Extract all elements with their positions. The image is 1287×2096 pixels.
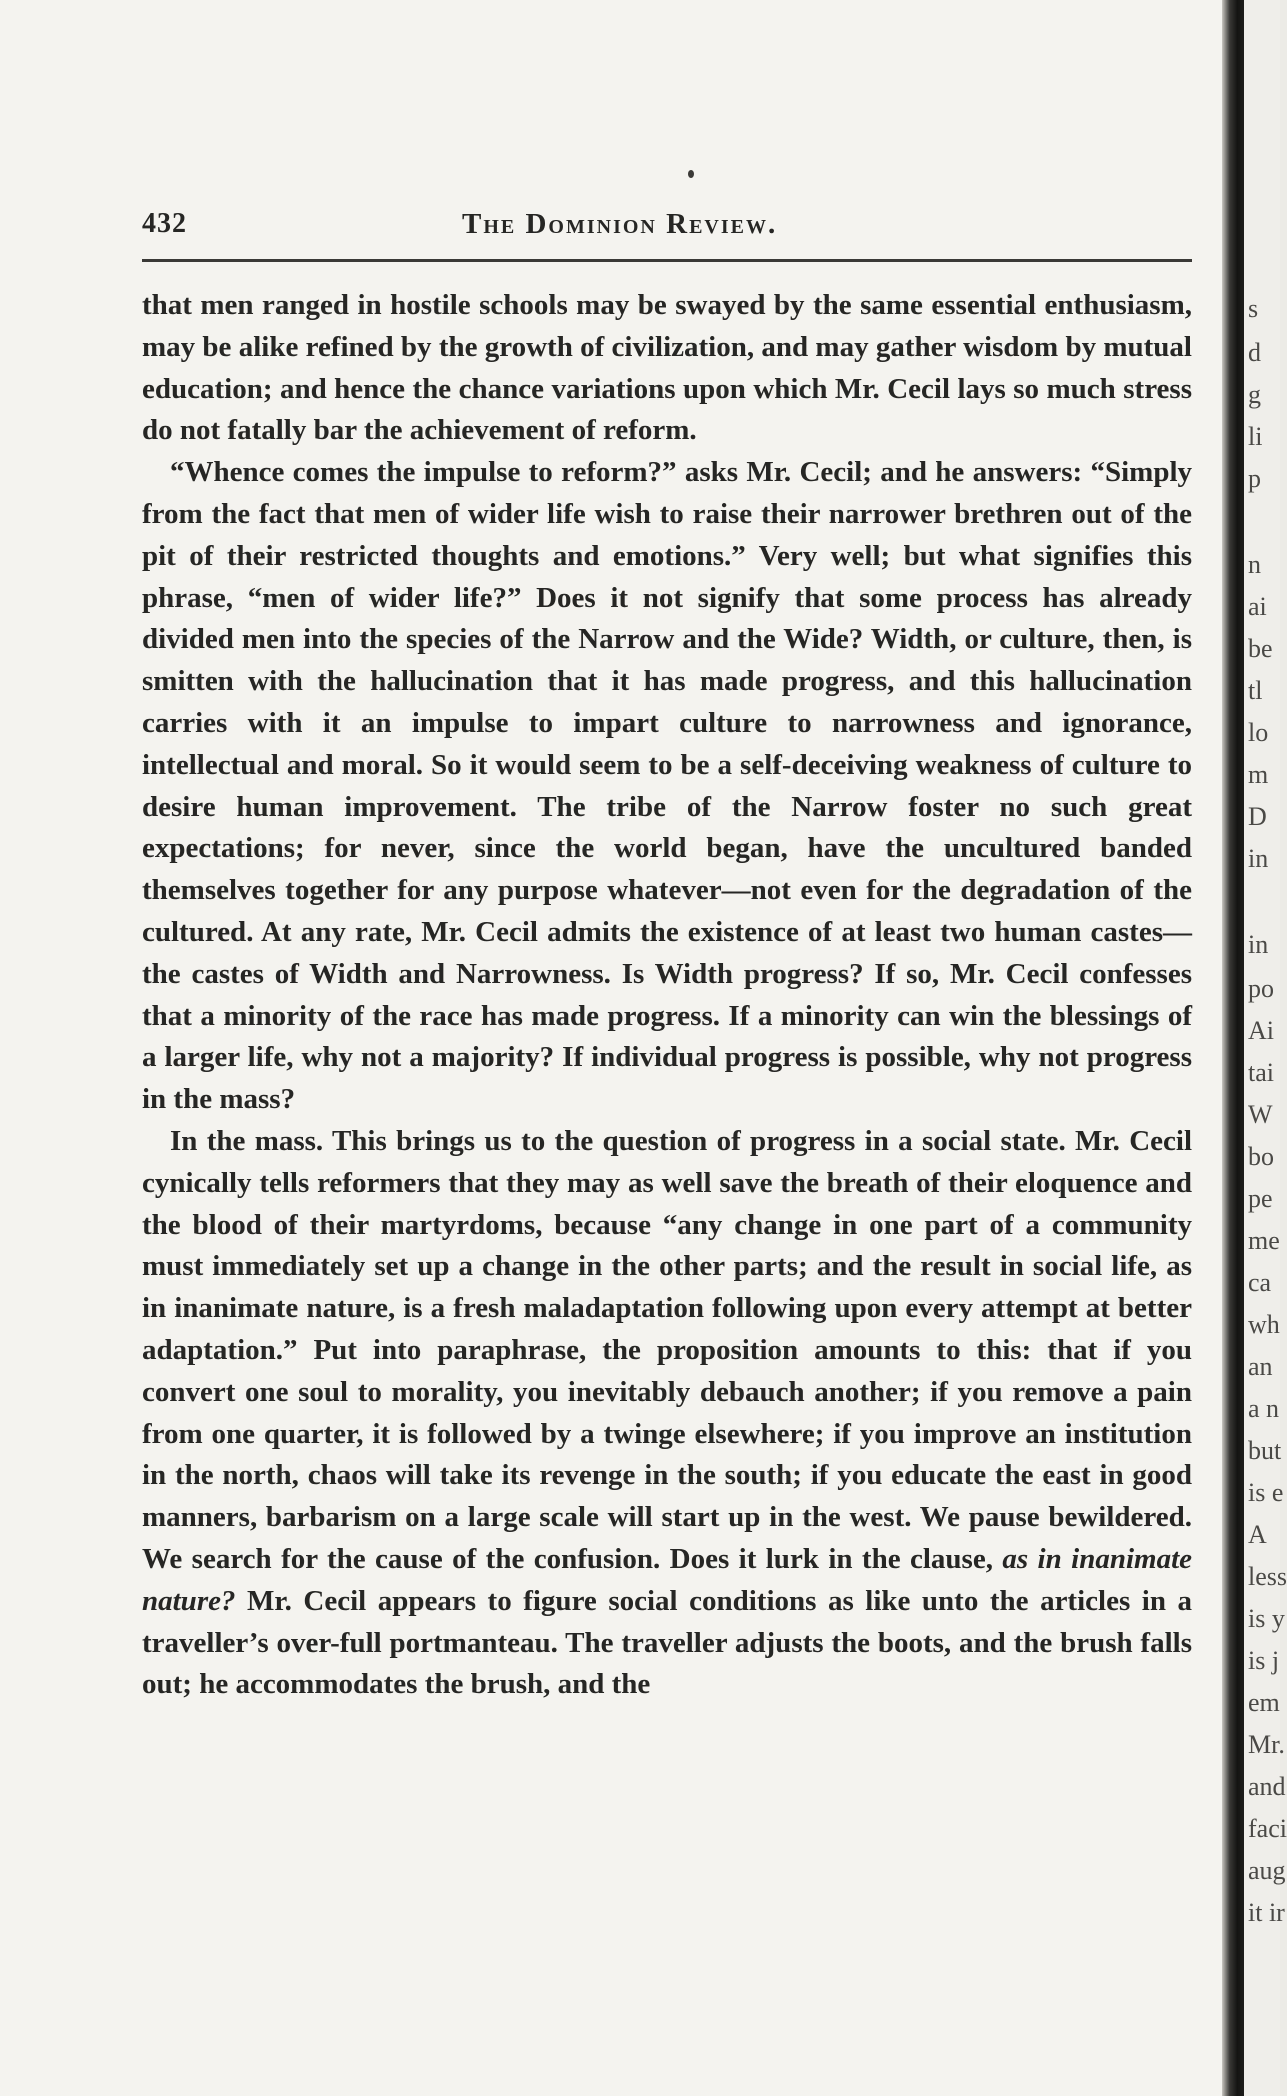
adjacent-fragment: but [1248,1436,1282,1465]
body-text [142,285,1192,1706]
adjacent-fragment: g [1248,380,1261,409]
paragraph-text-after: Mr. Cecil appears to figure social conditions as like unto the articles in a traveller’s over-full portmanteau. The traveller adjusts the boots, and the brush falls out; he accommodates the brush, and the [142,1584,1192,1701]
adjacent-fragment: D [1248,802,1267,831]
page-number: 432 [142,208,187,239]
adjacent-fragment: pe [1248,1184,1273,1213]
adjacent-fragment: ai [1248,592,1267,621]
adjacent-fragment: tai [1248,1058,1274,1087]
adjacent-fragment: me [1248,1226,1280,1255]
paragraph-text-before: In the mass. This brings us to the question of progress in a social state. Mr. Cecil cynically tells reformers that they may as well save the breath of their eloquence and the blood of their martyrdoms, because “any change in one part of a community must immediately set up a change in the other parts; and the result in social life, as in inanimate nature, is a fresh maladaptation following upon every attempt at better adaptation.” Put into paraphrase, the proposition amounts to this: that if you convert one soul to morality, you inevitably debauch another; if you remove a pain from one quarter, it is followed by a twinge elsewhere; if you improve an institution in the north, chaos will take its revenge in the south; if you educate the east in good manners, barbarism on a large scale will start up in the west. We pause bewildered. We search for the cause of the confusion. Does it lurk in the clause, [142,1124,1192,1575]
adjacent-fragment: bo [1248,1142,1274,1171]
adjacent-fragment: aug [1248,1856,1286,1885]
adjacent-fragment: W [1248,1100,1273,1129]
adjacent-fragment: li [1248,422,1263,451]
adjacent-fragment: po [1248,974,1274,1003]
running-title: The Dominion Review. [462,208,778,240]
adjacent-fragment: ca [1248,1268,1272,1297]
paragraph-whence-comes: “Whence comes the impulse to reform?” asks Mr. Cecil; and he answers: “Simply from the fact that men of wider life wish to raise their narrower brethren out of the pit of their restricted thoughts and emotions.” Very well; but what signifies this phrase, “men of wider life?” Does it not signify that some process has already divided men into the species of the Narrow and the Wide? Width, or culture, then, is smitten with the hallucination that it has made progress, and this hallucination carries with it an impulse to impart culture to narrowness and ignorance, intellectual and moral. So it would seem to be a self-deceiving weakness of culture to desire human improvement. The tribe of the Narrow foster no such great expectations; for never, since the world began, have the uncultured banded themselves together for any purpose whatever—not even for the degradation of the cultured. At any rate, Mr. Cecil admits the existence of at least two human castes—the castes of Width and Narrowness. Is Width progress? If so, Mr. Cecil confesses that a minority of the race has made progress. If a minority can win the blessings of a larger life, why not a majority? If individual progress is possible, why not progress in the mass? [142,456,1192,1116]
adjacent-fragment: is y [1248,1604,1285,1633]
adjacent-fragment: wh [1248,1310,1280,1339]
adjacent-fragment: em [1248,1688,1280,1717]
ink-speck [688,170,694,178]
adjacent-fragment: is e [1248,1478,1284,1507]
adjacent-fragment: and [1248,1772,1286,1801]
adjacent-fragment: in [1248,930,1269,959]
adjacent-fragment: be [1248,634,1273,663]
adjacent-fragment: lo [1248,718,1269,747]
adjacent-fragment: Mr. [1248,1730,1285,1759]
adjacent-fragment: faci [1248,1814,1287,1843]
adjacent-fragment: a n [1248,1394,1280,1423]
adjacent-fragment: in [1248,844,1269,873]
paragraph-in-the-mass [142,1121,1192,1706]
italic-phrase: as in inanimate nature? [142,1542,1192,1617]
adjacent-fragment: s [1248,294,1259,323]
adjacent-fragment: Ai [1248,1016,1274,1045]
adjacent-fragment: less [1248,1562,1287,1591]
adjacent-fragment: it ir [1248,1898,1285,1927]
adjacent-fragment: tl [1248,676,1263,705]
header-rule [142,259,1192,262]
adjacent-fragment: p [1248,464,1261,493]
adjacent-fragment: A [1248,1520,1267,1549]
adjacent-fragment: m [1248,760,1269,789]
adjacent-fragment: is j [1248,1646,1280,1675]
adjacent-page-edge [1244,0,1287,2096]
page-header [142,204,1192,248]
book-gutter [1222,0,1244,2096]
paragraph-continuation: that men ranged in hostile schools may be swayed by the same essential enthusiasm, may be alike refined by the growth of civilization, and may gather wisdom by mutual education; and hence the chance variations upon which Mr. Cecil lays so much stress do not fatally bar the achievement of reform. [142,289,1192,447]
adjacent-fragment: d [1248,338,1261,367]
adjacent-fragment: an [1248,1352,1273,1381]
adjacent-fragment: n [1248,550,1261,579]
